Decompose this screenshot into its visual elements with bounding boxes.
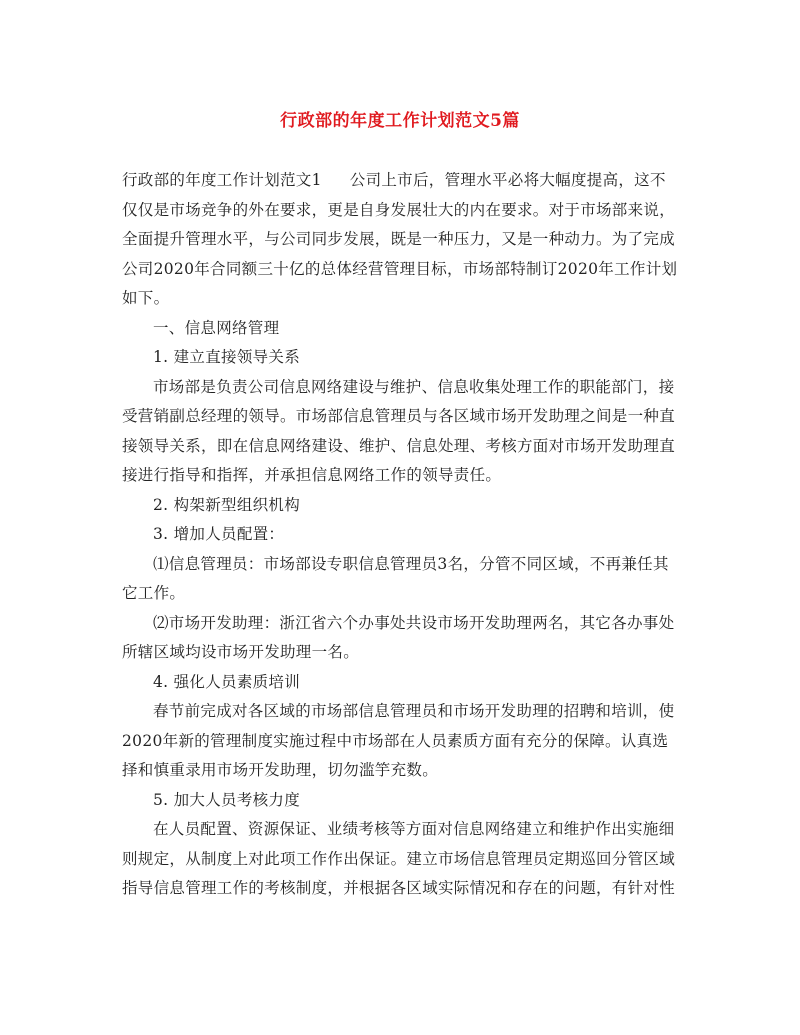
item-heading: 5. 加大人员考核力度 xyxy=(153,790,301,809)
document-body xyxy=(122,166,678,904)
document-title: 行政部的年度工作计划范文5篇 xyxy=(280,111,520,131)
item-paragraph: 市场部是负责公司信息网络建设与维护、信息收集处理工作的职能部门，接受营销副总经理的领导。市场部信息管理员与各区域市场开发助理之间是一种直接领导关系，即在信息网络建设、维护、信息处理、考核方面对市场开发助理直接进行指导和指挥，并承担信息网络工作的领导责任。 xyxy=(122,377,676,484)
item-paragraph: 春节前完成对各区域的市场部信息管理员和市场开发助理的招聘和培训，使2020年新的管理制度实施过程中市场部在人员素质方面有充分的保障。认真选择和慎重录用市场开发助理，切勿滥竽充数。 xyxy=(122,702,675,779)
intro-paragraph xyxy=(122,166,678,314)
sub-item-paragraph: ⑴信息管理员：市场部设专职信息管理员3名，分管不同区域，不再兼任其它工作。 xyxy=(122,554,669,602)
item-heading: 4. 强化人员素质培训 xyxy=(153,672,301,691)
item-heading: 3. 增加人员配置： xyxy=(153,525,285,543)
intro-label: 行政部的年度工作计划范文1 xyxy=(122,171,322,189)
intro-text: 公司上市后，管理水平必将大幅度提高，这不仅仅是市场竞争的外在要求，更是自身发展壮大的内在要求。对于市场部来说，全面提升管理水平，与公司同步发展，既是一种压力，又是一种动力。为了完成公司2020年合同额三十亿的总体经营管理目标，市场部特制订2020年工作计划如下。 xyxy=(122,171,678,307)
item-heading: 2. 构架新型组织机构 xyxy=(153,495,301,514)
section-heading: 一、信息网络管理 xyxy=(153,318,280,337)
item-heading: 1. 建立直接领导关系 xyxy=(153,348,301,366)
item-paragraph: 在人员配置、资源保证、业绩考核等方面对信息网络建立和维护作出实施细则规定，从制度上对此项工作作出保证。建立市场信息管理员定期巡回分管区域指导信息管理工作的考核制度，并根据各区域实际情况和存在的问题，有针对性 xyxy=(122,820,676,897)
sub-item-paragraph: ⑵市场开发助理：浙江省六个办事处共设市场开发助理两名，其它各办事处所辖区域均设市场开发助理一名。 xyxy=(122,613,675,661)
